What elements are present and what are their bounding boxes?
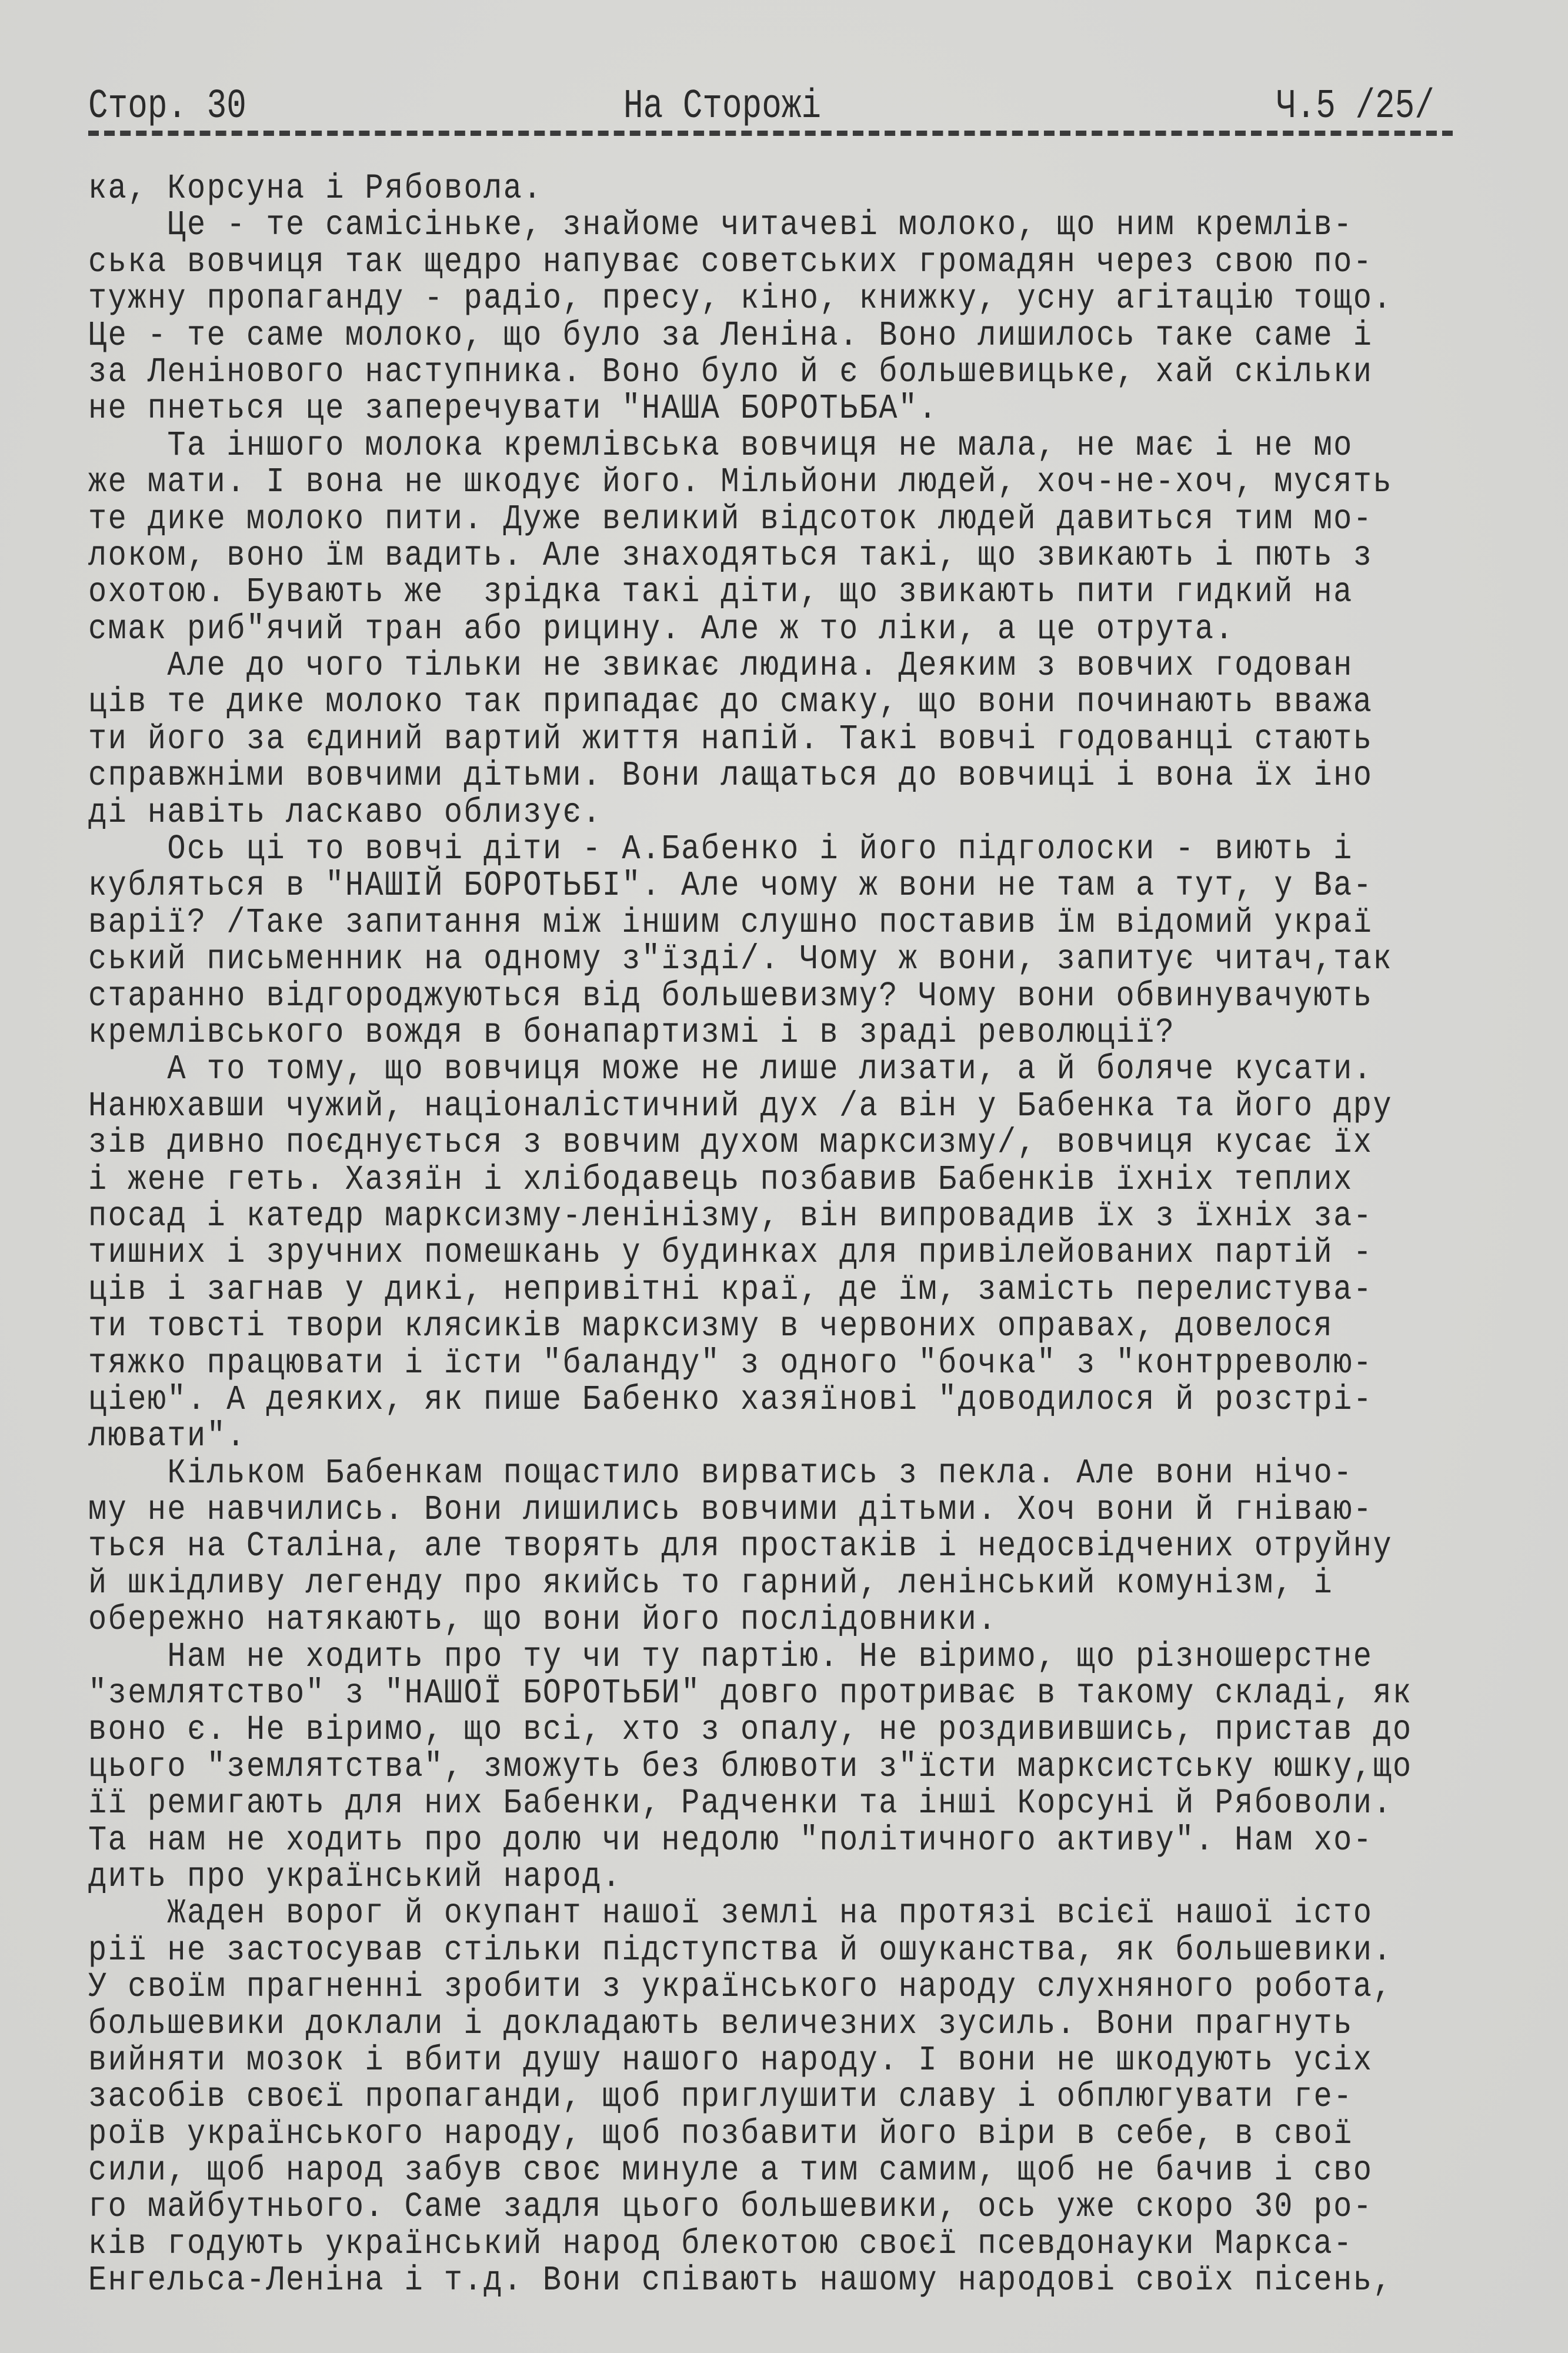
text-line: тишних і зручних помешкань у будинках для привілейованих партій - [88,1232,1373,1273]
text-line: й шкідливу легенду про якийсь то гарний, ленінський комунізм, і [88,1563,1334,1604]
text-line: ська вовчиця так щедро напуває советських громадян через свою по- [88,242,1373,282]
text-line: "землятство" з "НАШОЇ БОРОТЬБИ" довго протриває в такому складі, як [88,1673,1413,1714]
text-line: цього "землятства", зможуть без блювоти з"їсти марксистську юшку,що [88,1747,1413,1787]
text-line: справжніми вовчими дітьми. Вони лащаться до вовчиці і вона їх іно [88,755,1373,796]
text-line: же мати. І вона не шкодує його. Мільйони людей, хоч-не-хоч, мусять [88,462,1393,502]
text-line: кубляться в "НАШІЙ БОРОТЬБІ". Але чому ж вони не там а тут, у Ва- [88,865,1373,906]
text-line: ків годують український народ блекотою своєї псевдонауки Маркса- [88,2224,1353,2264]
text-line: Нанюхавши чужий, націоналістичний дух /а він у Бабенка та його дру [88,1086,1393,1126]
text-line: А то тому, що вовчиця може не лише лизати, а й боляче кусати. [88,1049,1373,1089]
text-line: Жаден ворог й окупант нашої землі на протязі всієї нашої істо [88,1893,1373,1934]
text-line: ді навіть ласкаво облизує. [88,792,602,832]
text-line: і жене геть. Хазяїн і хлібодавець позбавив Бабенків їхніх теплих [88,1159,1353,1199]
text-line: Нам не ходить про ту чи ту партію. Не віримо, що різношерстне [88,1637,1373,1677]
issue-number: Ч.5 /25/ [1276,82,1434,129]
text-line: ціею". А деяких, як пише Бабенко хазяїнові "доводилося й розстрі- [88,1379,1373,1420]
text-line: смак риб"ячий тран або рицину. Але ж то ліки, а це отрута. [88,609,1235,649]
text-line: Та іншого молока кремлівська вовчиця не мала, не має і не мо [88,425,1353,466]
text-line: дить про український народ. [88,1857,622,1897]
text-line: Енгельса-Леніна і т.д. Вони співають нашому народові своїх пісень, [88,2260,1393,2301]
text-line: її ремигають для них Бабенки, Радченки та інші Корсуні й Рябоволи. [88,1783,1393,1824]
text-line: Але до чого тільки не звикає людина. Деяким з вовчих годован [88,645,1353,686]
text-line: Ось ці то вовчі діти - А.Бабенко і його підголоски - виють і [88,829,1353,869]
text-line: го майбутнього. Саме задля цього большевики, ось уже скоро 30 ро- [88,2187,1373,2227]
text-line: локом, воно їм вадить. Але знаходяться такі, що звикають і пють з [88,535,1373,576]
page-header [88,82,1459,129]
text-line: зів дивно поєднується з вовчим духом марксизму/, вовчиця кусає їх [88,1122,1373,1163]
text-line: посад і катедр марксизму-ленінізму, він випровадив їх з їхніх за- [88,1196,1373,1237]
text-line: Та нам не ходить про долю чи недолю "політичного активу". Нам хо- [88,1820,1373,1860]
text-line: охотою. Бувають же зрідка такі діти, що звикають пити гидкий на [88,572,1353,612]
publication-title: На Сторожі [623,82,822,129]
text-line: за Ленінового наступника. Воно було й є большевицьке, хай скільки [88,352,1373,392]
text-line: воно є. Не віримо, що всі, хто з опалу, не роздивившись, пристав до [88,1709,1413,1750]
text-line: ський письменник на одному з"їзді/. Чому ж вони, запитує читач,так [88,939,1393,979]
header-dashed-rule [88,131,1453,136]
text-line: ців те дике молоко так припадає до смаку, що вони починають вважа [88,682,1373,722]
text-line: роїв українського народу, щоб позбавити його віри в себе, в свої [88,2114,1353,2154]
text-line: ти його за єдиний вартий життя напій. Такі вовчі годованці стають [88,719,1373,759]
text-line: большевики доклали і докладають величезних зусиль. Вони прагнуть [88,2004,1353,2044]
text-line: вийняти мозок і вбити душу нашого народу. І вони не шкодують усіх [88,2040,1373,2081]
text-line: тяжко працювати і їсти "баланду" з одного "бочка" з "контрреволю- [88,1342,1373,1383]
article-body [88,168,1500,2301]
text-line: обережно натякають, що вони його послідовники. [88,1599,997,1640]
text-line: те дике молоко пити. Дуже великий відсоток людей давиться тим мо- [88,498,1373,539]
text-line: кремлівського вождя в бонапартизмі і в зраді революції? [88,1012,1176,1053]
text-line: рії не застосував стільки підступства й ошуканства, як большевики. [88,1930,1393,1971]
text-line: засобів своєї пропаганди, щоб приглушити славу і обплюгувати ге- [88,2077,1353,2117]
text-line: ців і загнав у дикі, непривітні краї, де їм, замість перелистува- [88,1269,1373,1310]
text-line: Це - те самісіньке, знайоме читачеві молоко, що ним кремлів- [88,205,1353,245]
text-line: сили, щоб народ забув своє минуле а тим самим, щоб не бачив і сво [88,2150,1373,2191]
text-line: старанно відгороджуються від большевизму? Чому вони обвинувачують [88,976,1373,1016]
text-line: ка, Корсуна і Рябовола. [88,168,543,209]
text-line: лювати". [88,1416,246,1457]
text-line: У своїм прагненні зробити з українського народу слухняного робота, [88,1967,1393,2007]
text-line: ти товсті твори клясиків марксизму в червоних оправах, довелося [88,1306,1334,1347]
text-line: варії? /Таке запитання між іншим слушно поставив їм відомий украї [88,902,1373,943]
text-line: Кільком Бабенкам пощастило вирватись з пекла. Але вони нічо- [88,1453,1353,1493]
text-line: му не навчились. Вони лишились вовчими дітьми. Хоч вони й гніваю- [88,1489,1373,1530]
page-number: Стор. 30 [88,82,246,129]
text-line: ться на Сталіна, але творять для простаків і недосвідчених отруйну [88,1526,1393,1567]
text-line: Це - те саме молоко, що було за Леніна. Воно лишилось таке саме і [88,315,1373,355]
text-line: не пнеться це заперечувати "НАША БОРОТЬБА". [88,388,939,429]
text-line: тужну пропаганду - радіо, пресу, кіно, книжку, усну агітацію тощо. [88,278,1393,319]
